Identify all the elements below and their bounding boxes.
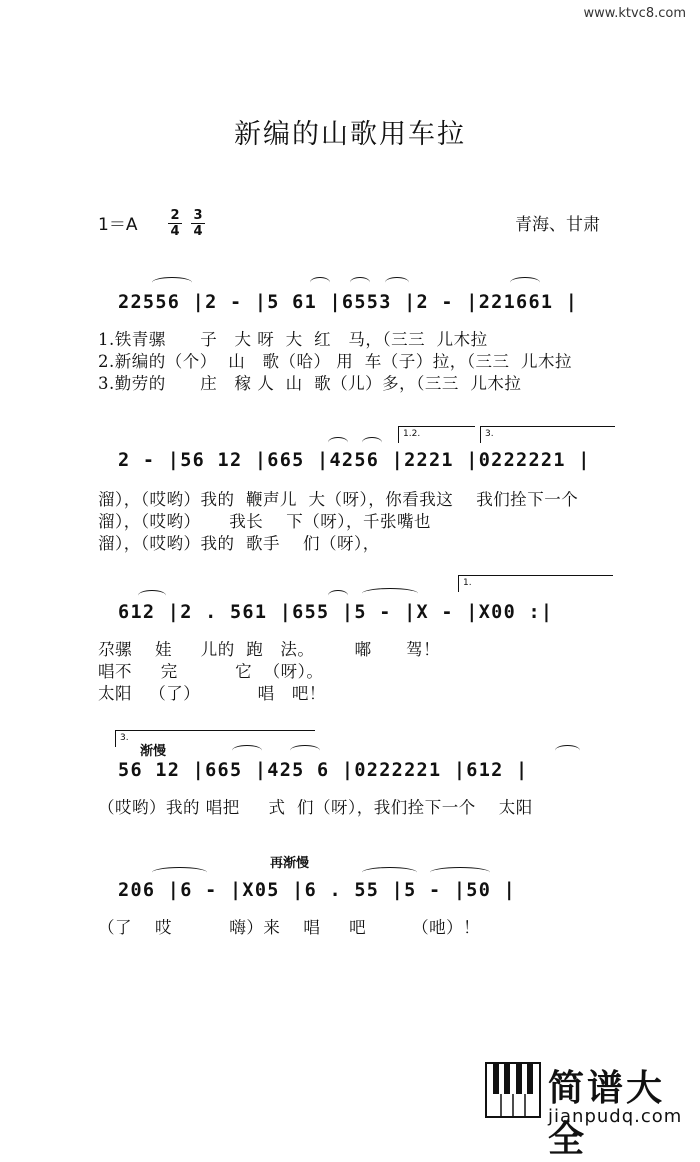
notation-line-5: 206 |6 - |X05 |6 . 55 |5 - |50 | bbox=[118, 880, 517, 901]
time-signature-1: $\frac{2}{4}$ bbox=[168, 208, 182, 239]
site-logo-url: jianpudq.com bbox=[548, 1106, 683, 1127]
volta-1: 1. bbox=[458, 575, 613, 592]
song-origin: 青海、甘肃 bbox=[515, 215, 600, 235]
piano-keys-icon bbox=[485, 1062, 541, 1118]
notation-line-1: 22556 |2 - |5 61 |6553 |2 - |221661 | bbox=[118, 292, 579, 313]
notation-line-2: 2 - |56 12 |665 |4256 |2221 |0222221 | bbox=[118, 450, 591, 471]
lyric-line-3-1: 尕骡 娃 儿的 跑 法。 嘟 驾！ bbox=[98, 640, 441, 659]
notation-line-4: 56 12 |665 |425 6 |0222221 |612 | bbox=[118, 760, 529, 781]
tempo-marking-1: 渐慢 bbox=[140, 744, 167, 759]
volta-3: 3. bbox=[480, 426, 615, 443]
lyric-line-3-2: 唱不 完 它 （呀）。 bbox=[98, 662, 324, 681]
lyric-line-2-1: 溜），（哎哟）我的 鞭声儿 大（呀），你看我这 我们拴下一个 bbox=[98, 490, 579, 509]
lyric-line-5-1: （了 哎 嗨）来 唱 吧 （吔）！ bbox=[98, 918, 481, 937]
site-logo-text: 简谱大全 bbox=[548, 1068, 666, 1160]
notation-line-3: 612 |2 . 561 |655 |5 - |X - |X00 :| bbox=[118, 602, 554, 623]
lyric-line-3-3: 太阳 （了） 唱 吧！ bbox=[98, 684, 326, 703]
key-signature: 1＝A bbox=[98, 215, 138, 235]
volta-3b: 3. bbox=[115, 730, 315, 747]
lyric-line-1-2: 2.新编的（个） 山 歌（哈） 用 车（子）拉，（三三 儿木拉 bbox=[98, 352, 572, 371]
lyric-line-2-3: 溜），（哎哟）我的 歌手 们（呀）， bbox=[98, 534, 380, 553]
lyric-line-1-1: 1.铁青骡 子 大 呀 大 红 马，（三三 儿木拉 bbox=[98, 330, 488, 349]
song-title: 新编的山歌用车拉 bbox=[234, 119, 466, 150]
volta-1-2: 1.2. bbox=[398, 426, 475, 443]
lyric-line-4-1: （哎哟）我的 唱把 式 们（呀），我们拴下一个 太阳 bbox=[98, 798, 533, 817]
tempo-marking-2: 再渐慢 bbox=[270, 856, 310, 871]
lyric-line-2-2: 溜），（哎哟） 我长 下（呀），千张嘴也 bbox=[98, 512, 431, 531]
watermark-url: www.ktvc8.com bbox=[583, 6, 686, 21]
time-signature-2: $\frac{3}{4}$ bbox=[191, 208, 205, 239]
lyric-line-1-3: 3.勤劳的 庄 稼 人 山 歌（儿）多，（三三 儿木拉 bbox=[98, 374, 522, 393]
